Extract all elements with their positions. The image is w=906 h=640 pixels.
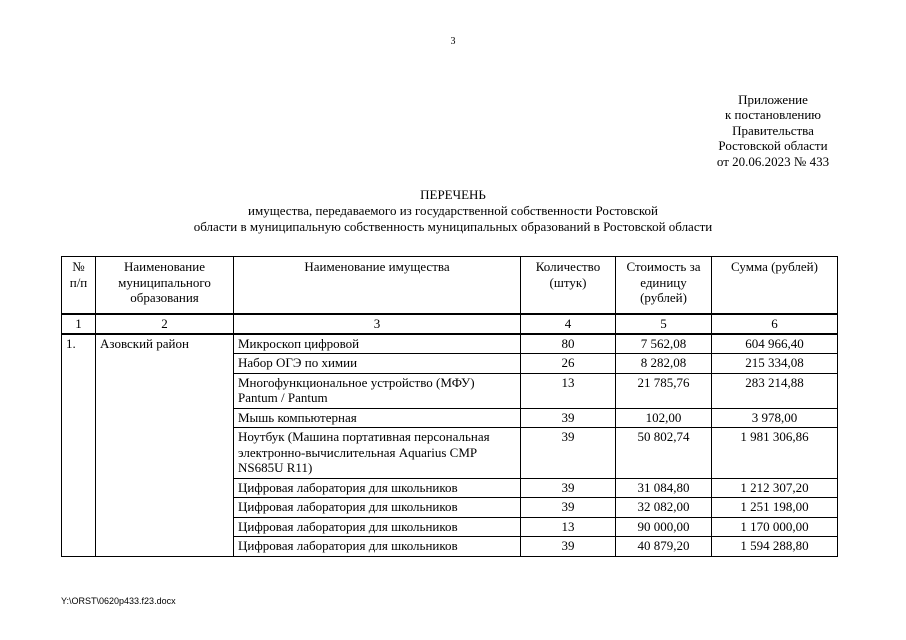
- quantity-cell: 13: [521, 517, 616, 537]
- property-name: Микроскоп цифровой: [234, 334, 521, 354]
- page-number: 3: [450, 36, 456, 47]
- header-quantity: Количество (штук): [521, 257, 616, 315]
- total-cell: 1 251 198,00: [712, 498, 838, 518]
- title-line: имущества, передаваемого из государственной собственности Ростовской: [248, 203, 658, 218]
- total-cell: 1 594 288,80: [712, 537, 838, 557]
- property-name: Цифровая лаборатория для школьников: [234, 478, 521, 498]
- title-line: области в муниципальную собственность муниципальных образований в Ростовской области: [193, 219, 713, 234]
- header-num: № п/п: [62, 257, 96, 315]
- quantity-cell: 80: [521, 334, 616, 354]
- property-name: Набор ОГЭ по химии: [234, 354, 521, 374]
- property-name: Многофункциональное устройство (МФУ) Pantum / Pantum: [234, 373, 521, 408]
- total-cell: 604 966,40: [712, 334, 838, 354]
- appendix-line: Ростовской области: [718, 138, 828, 154]
- total-cell: 3 978,00: [712, 408, 838, 428]
- header-municipality: Наименование муниципального образования: [96, 257, 234, 315]
- header-property: Наименование имущества: [234, 257, 521, 315]
- unit-cost-cell: 40 879,20: [616, 537, 712, 557]
- appendix-line: Правительства: [732, 122, 814, 138]
- appendix-line: Приложение: [738, 92, 808, 107]
- unit-cost-cell: 7 562,08: [616, 334, 712, 354]
- total-cell: 1 212 307,20: [712, 478, 838, 498]
- file-path-footer: Y:\ORST\0620p433.f23.docx: [61, 596, 176, 606]
- quantity-cell: 39: [521, 478, 616, 498]
- column-number: 2: [96, 314, 234, 334]
- unit-cost-cell: 31 084,80: [616, 478, 712, 498]
- unit-cost-cell: 102,00: [616, 408, 712, 428]
- property-name: Цифровая лаборатория для школьников: [234, 517, 521, 537]
- total-cell: 1 981 306,86: [712, 428, 838, 479]
- quantity-cell: 26: [521, 354, 616, 374]
- title-heading: ПЕРЕЧЕНЬ: [420, 187, 486, 202]
- property-name: Мышь компьютерная: [234, 408, 521, 428]
- header-total: Сумма (рублей): [712, 257, 838, 315]
- unit-cost-cell: 21 785,76: [616, 373, 712, 408]
- unit-cost-cell: 8 282,08: [616, 354, 712, 374]
- quantity-cell: 13: [521, 373, 616, 408]
- column-number: 4: [521, 314, 616, 334]
- property-name: Ноутбук (Машина портативная персональная электронно-вычислительная Aquarius CMP NS685U R11): [234, 428, 521, 479]
- total-cell: 283 214,88: [712, 373, 838, 408]
- row-number: 1.: [62, 334, 96, 557]
- appendix-line: к постановлению: [724, 107, 822, 123]
- unit-cost-cell: 50 802,74: [616, 428, 712, 479]
- total-cell: 215 334,08: [712, 354, 838, 374]
- quantity-cell: 39: [521, 537, 616, 557]
- table-row: [62, 334, 838, 354]
- quantity-cell: 39: [521, 408, 616, 428]
- column-number-row: [62, 314, 838, 334]
- quantity-cell: 39: [521, 428, 616, 479]
- municipality-name: Азовский район: [96, 334, 234, 557]
- property-name: Цифровая лаборатория для школьников: [234, 537, 521, 557]
- column-number: 5: [616, 314, 712, 334]
- column-number: 1: [62, 314, 96, 334]
- document-title: [60, 187, 846, 235]
- appendix-block: [670, 92, 876, 169]
- unit-cost-cell: 90 000,00: [616, 517, 712, 537]
- header-unit-cost: Стоимость за единицу (рублей): [616, 257, 712, 315]
- unit-cost-cell: 32 082,00: [616, 498, 712, 518]
- quantity-cell: 39: [521, 498, 616, 518]
- column-number: 3: [234, 314, 521, 334]
- property-table: [61, 256, 838, 557]
- property-name: Цифровая лаборатория для школьников: [234, 498, 521, 518]
- column-number: 6: [712, 314, 838, 334]
- header-row: [62, 257, 838, 315]
- total-cell: 1 170 000,00: [712, 517, 838, 537]
- appendix-line: от 20.06.2023 № 433: [716, 153, 830, 169]
